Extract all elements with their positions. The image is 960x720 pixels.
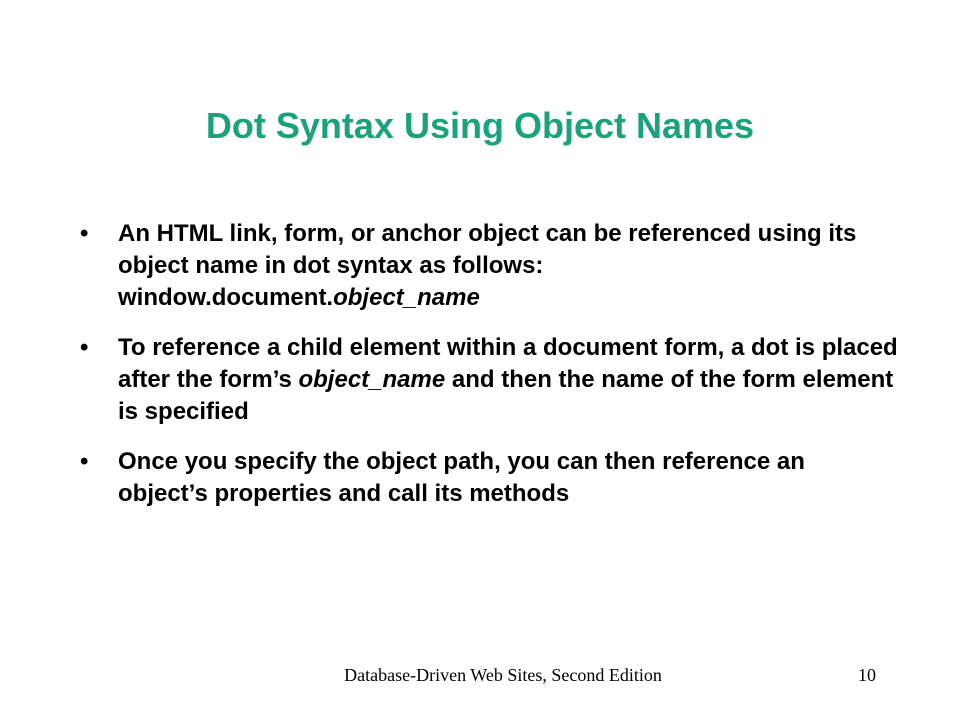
bullet-mark: • xyxy=(80,220,89,247)
bullet-text xyxy=(118,334,898,425)
bullet-text-run: and then the name of the form element is specified xyxy=(118,366,894,425)
bullet-text-run: Once you specify the object path, you can then reference an object’s properties and call its methods xyxy=(118,448,805,507)
footer-title: Database-Driven Web Sites, Second Edition xyxy=(344,665,662,685)
bullet-text-run: An HTML link, form, or anchor object can be referenced using its object name in dot syntax as follows: window.document. xyxy=(118,220,857,311)
slide-title: Dot Syntax Using Object Names xyxy=(205,105,755,146)
bullet-item xyxy=(80,446,900,510)
bullet-mark: • xyxy=(80,448,89,475)
bullet-item xyxy=(80,218,900,314)
page-number: 10 xyxy=(858,665,876,685)
bullet-text xyxy=(118,448,805,507)
bullet-text xyxy=(118,220,856,311)
bullet-mark: • xyxy=(80,334,89,361)
bullet-text-run-italic: object_name xyxy=(298,366,446,393)
bullet-list xyxy=(80,218,900,528)
bullet-item xyxy=(80,332,900,428)
bullet-text-run-italic: object_name xyxy=(333,284,480,311)
bullet-text-run: To reference a child element within a document form, a dot is placed after the form’s xyxy=(118,334,898,393)
